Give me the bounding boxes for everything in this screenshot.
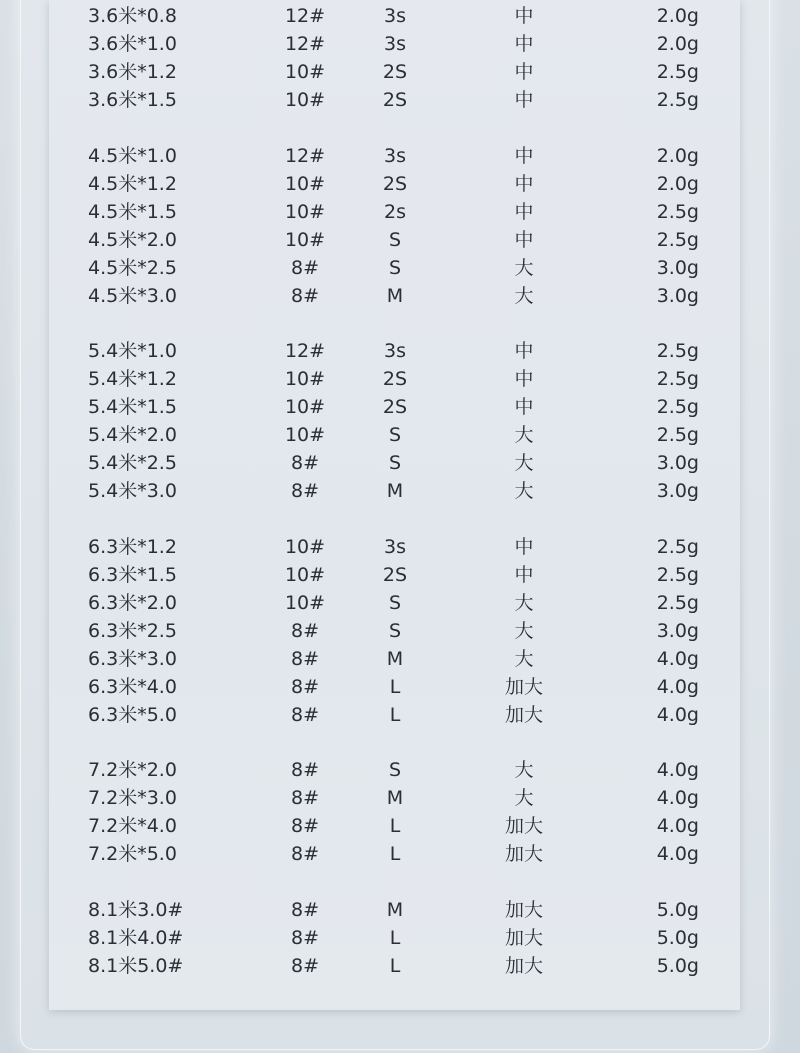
line-size-cell: 10#: [284, 172, 326, 195]
size-cell: L: [389, 843, 401, 865]
grade-cell: 中: [514, 368, 534, 390]
grade-cell: 中: [514, 200, 534, 223]
line-size-cell: 10#: [284, 61, 326, 83]
size-cell: 3s: [384, 144, 406, 167]
size-cell: L: [389, 675, 401, 698]
spec-group: [49, 2, 740, 114]
grade-cell: 中: [514, 5, 534, 27]
weight-cell: 4.0g: [656, 787, 699, 809]
size-cell: 2S: [382, 368, 408, 390]
length-cell: 6.3米*1.5: [88, 563, 177, 586]
table-row: [49, 86, 740, 114]
length-cell: 4.5米*2.0: [88, 228, 177, 251]
length-cell: 6.3米*5.0: [88, 703, 177, 726]
line-size-cell: 8#: [290, 787, 319, 809]
size-cell: M: [386, 480, 404, 502]
grade-cell: 中: [514, 340, 534, 362]
line-size-cell: 8#: [290, 759, 319, 781]
grade-cell: 中: [514, 61, 534, 83]
length-cell: 3.6米*1.5: [88, 89, 177, 111]
table-row: [49, 142, 740, 170]
length-cell: 4.5米*3.0: [88, 284, 177, 307]
table-row: [49, 673, 740, 701]
grade-cell: 大: [514, 647, 534, 670]
line-size-cell: 10#: [284, 591, 326, 614]
line-size-cell: 8#: [290, 480, 319, 502]
weight-cell: 2.5g: [656, 368, 699, 390]
line-size-cell: 12#: [284, 33, 326, 55]
weight-cell: 4.0g: [656, 759, 699, 781]
size-cell: L: [389, 703, 401, 726]
size-cell: S: [388, 424, 402, 446]
grade-cell: 大: [514, 452, 534, 474]
weight-cell: 3.0g: [656, 256, 699, 279]
length-cell: 5.4米*1.0: [88, 340, 177, 362]
length-cell: 3.6米*0.8: [88, 5, 177, 27]
length-cell: 7.2米*2.0: [88, 759, 177, 781]
line-size-cell: 10#: [284, 200, 326, 223]
grade-cell: 加大: [504, 675, 543, 698]
spec-panel: [49, 0, 740, 1010]
line-size-cell: 8#: [290, 815, 319, 837]
length-cell: 4.5米*1.5: [88, 200, 177, 223]
weight-cell: 4.0g: [656, 647, 699, 670]
grade-cell: 大: [514, 787, 534, 809]
weight-cell: 2.5g: [656, 424, 699, 446]
grade-cell: 大: [514, 480, 534, 502]
size-cell: L: [389, 954, 401, 977]
table-row: [49, 784, 740, 812]
weight-cell: 5.0g: [656, 898, 699, 921]
line-size-cell: 8#: [290, 256, 319, 279]
grade-cell: 中: [514, 535, 534, 558]
table-row: [49, 952, 740, 980]
table-row: [49, 282, 740, 310]
spec-group: [49, 896, 740, 980]
grade-cell: 加大: [504, 843, 543, 865]
length-cell: 5.4米*2.0: [88, 424, 177, 446]
grade-cell: 中: [514, 172, 534, 195]
spec-table: [49, 2, 740, 1007]
spec-group: [49, 756, 740, 868]
length-cell: 3.6米*1.0: [88, 33, 177, 55]
table-row: [49, 701, 740, 729]
grade-cell: 加大: [504, 954, 543, 977]
table-row: [49, 365, 740, 393]
length-cell: 4.5米*2.5: [88, 256, 177, 279]
size-cell: S: [388, 452, 402, 474]
table-row: [49, 170, 740, 198]
table-row: [49, 2, 740, 30]
size-cell: 2S: [382, 89, 408, 111]
table-row: [49, 896, 740, 924]
grade-cell: 大: [514, 284, 534, 307]
size-cell: S: [388, 256, 402, 279]
weight-cell: 3.0g: [656, 480, 699, 502]
grade-cell: 中: [514, 396, 534, 418]
line-size-cell: 8#: [290, 675, 319, 698]
weight-cell: 3.0g: [656, 619, 699, 642]
line-size-cell: 10#: [284, 368, 326, 390]
table-row: [49, 393, 740, 421]
length-cell: 8.1米3.0#: [88, 898, 184, 921]
length-cell: 6.3米*2.5: [88, 619, 177, 642]
grade-cell: 大: [514, 591, 534, 614]
weight-cell: 2.5g: [656, 61, 699, 83]
length-cell: 5.4米*2.5: [88, 452, 177, 474]
weight-cell: 2.5g: [656, 340, 699, 362]
table-row: [49, 533, 740, 561]
length-cell: 5.4米*1.5: [88, 396, 177, 418]
size-cell: S: [388, 619, 402, 642]
line-size-cell: 8#: [290, 898, 319, 921]
table-row: [49, 812, 740, 840]
line-size-cell: 8#: [290, 926, 319, 949]
table-row: [49, 421, 740, 449]
size-cell: 2S: [382, 563, 408, 586]
weight-cell: 2.5g: [656, 563, 699, 586]
spec-group: [49, 337, 740, 505]
size-cell: M: [386, 284, 404, 307]
length-cell: 7.2米*5.0: [88, 843, 177, 865]
size-cell: 2s: [384, 200, 406, 223]
table-row: [49, 30, 740, 58]
grade-cell: 大: [514, 256, 534, 279]
line-size-cell: 8#: [290, 843, 319, 865]
table-row: [49, 449, 740, 477]
table-row: [49, 337, 740, 365]
grade-cell: 大: [514, 424, 534, 446]
spec-group: [49, 533, 740, 729]
size-cell: S: [388, 759, 402, 781]
size-cell: L: [389, 926, 401, 949]
grade-cell: 加大: [504, 898, 543, 921]
grade-cell: 中: [514, 228, 534, 251]
size-cell: 3s: [384, 33, 406, 55]
line-size-cell: 10#: [284, 424, 326, 446]
line-size-cell: 10#: [284, 89, 326, 111]
line-size-cell: 12#: [284, 340, 326, 362]
spec-group: [49, 142, 740, 310]
line-size-cell: 10#: [284, 396, 326, 418]
line-size-cell: 12#: [284, 144, 326, 167]
weight-cell: 3.0g: [656, 452, 699, 474]
size-cell: M: [386, 647, 404, 670]
table-row: [49, 645, 740, 673]
length-cell: 5.4米*1.2: [88, 368, 177, 390]
table-row: [49, 226, 740, 254]
grade-cell: 中: [514, 33, 534, 55]
length-cell: 7.2米*3.0: [88, 787, 177, 809]
table-row: [49, 58, 740, 86]
length-cell: 5.4米*3.0: [88, 480, 177, 502]
length-cell: 8.1米5.0#: [88, 954, 184, 977]
line-size-cell: 8#: [290, 284, 319, 307]
weight-cell: 3.0g: [656, 284, 699, 307]
size-cell: 2S: [382, 172, 408, 195]
grade-cell: 大: [514, 619, 534, 642]
size-cell: S: [388, 228, 402, 251]
size-cell: 2S: [382, 61, 408, 83]
table-row: [49, 589, 740, 617]
weight-cell: 4.0g: [656, 843, 699, 865]
table-row: [49, 617, 740, 645]
weight-cell: 2.0g: [656, 33, 699, 55]
size-cell: M: [386, 898, 404, 921]
weight-cell: 2.5g: [656, 535, 699, 558]
length-cell: 6.3米*1.2: [88, 535, 177, 558]
line-size-cell: 12#: [284, 5, 326, 27]
table-row: [49, 561, 740, 589]
length-cell: 6.3米*4.0: [88, 675, 177, 698]
table-row: [49, 756, 740, 784]
table-row: [49, 198, 740, 226]
line-size-cell: 10#: [284, 228, 326, 251]
line-size-cell: 8#: [290, 619, 319, 642]
weight-cell: 4.0g: [656, 815, 699, 837]
weight-cell: 5.0g: [656, 954, 699, 977]
grade-cell: 中: [514, 144, 534, 167]
size-cell: 3s: [384, 340, 406, 362]
grade-cell: 大: [514, 759, 534, 781]
size-cell: 3s: [384, 535, 406, 558]
table-row: [49, 924, 740, 952]
table-row: [49, 477, 740, 505]
grade-cell: 加大: [504, 703, 543, 726]
weight-cell: 2.5g: [656, 89, 699, 111]
size-cell: 2S: [382, 396, 408, 418]
size-cell: 3s: [384, 5, 406, 27]
weight-cell: 2.5g: [656, 396, 699, 418]
weight-cell: 2.0g: [656, 5, 699, 27]
weight-cell: 2.5g: [656, 228, 699, 251]
size-cell: M: [386, 787, 404, 809]
length-cell: 6.3米*2.0: [88, 591, 177, 614]
weight-cell: 2.5g: [656, 591, 699, 614]
length-cell: 7.2米*4.0: [88, 815, 177, 837]
line-size-cell: 8#: [290, 647, 319, 670]
table-row: [49, 254, 740, 282]
grade-cell: 加大: [504, 815, 543, 837]
size-cell: L: [389, 815, 401, 837]
weight-cell: 2.0g: [656, 172, 699, 195]
line-size-cell: 8#: [290, 703, 319, 726]
weight-cell: 2.0g: [656, 144, 699, 167]
weight-cell: 4.0g: [656, 675, 699, 698]
length-cell: 4.5米*1.0: [88, 144, 177, 167]
size-cell: S: [388, 591, 402, 614]
weight-cell: 2.5g: [656, 200, 699, 223]
table-row: [49, 840, 740, 868]
grade-cell: 中: [514, 89, 534, 111]
length-cell: 3.6米*1.2: [88, 61, 177, 83]
line-size-cell: 8#: [290, 954, 319, 977]
line-size-cell: 10#: [284, 563, 326, 586]
line-size-cell: 10#: [284, 535, 326, 558]
length-cell: 4.5米*1.2: [88, 172, 177, 195]
grade-cell: 中: [514, 563, 534, 586]
weight-cell: 4.0g: [656, 703, 699, 726]
grade-cell: 加大: [504, 926, 543, 949]
length-cell: 6.3米*3.0: [88, 647, 177, 670]
line-size-cell: 8#: [290, 452, 319, 474]
length-cell: 8.1米4.0#: [88, 926, 184, 949]
weight-cell: 5.0g: [656, 926, 699, 949]
